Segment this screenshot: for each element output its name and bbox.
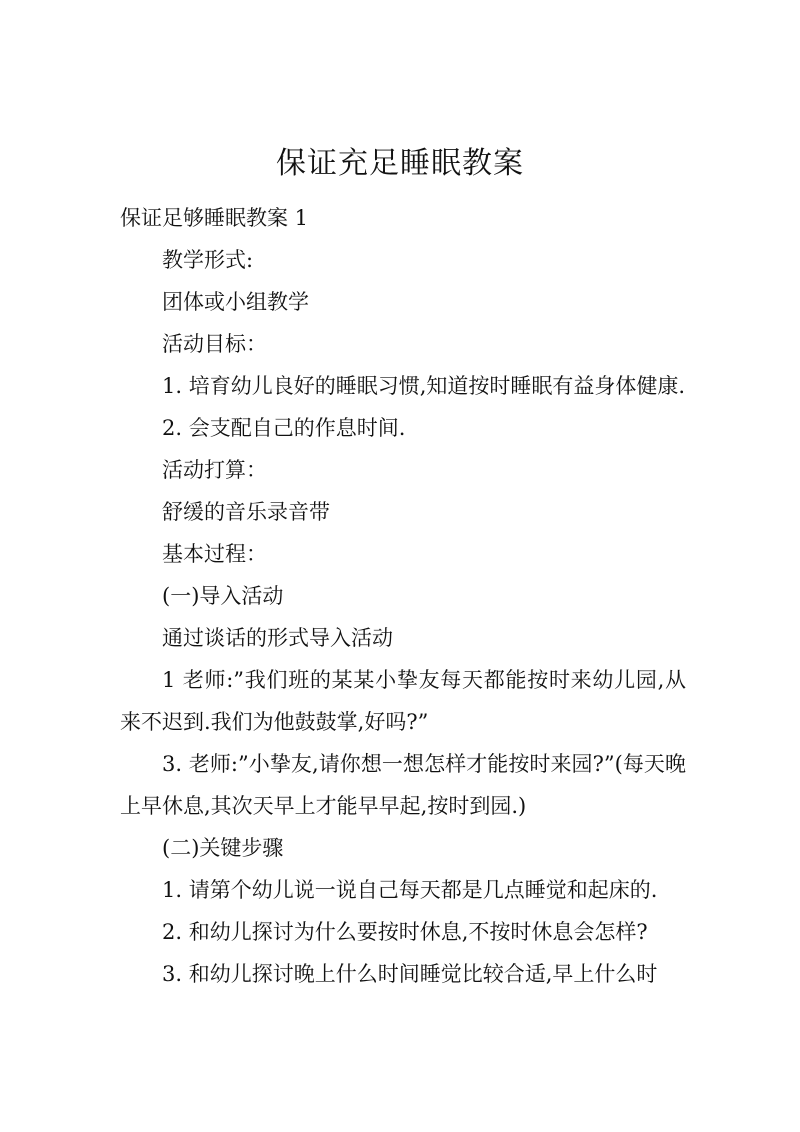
paragraph: 3. 和幼儿探讨晚上什么时间睡觉比较合适,早上什么时 xyxy=(162,962,658,986)
section-heading: 保证足够睡眠教案 1 xyxy=(120,206,309,230)
paragraph: 3. 老师:”小挚友,请你想一想怎样才能按时来园?”(每天晚上早休息,其次天早上才能早早起,按时到园.) xyxy=(120,752,686,818)
paragraph: 1. 请第个幼儿说一说自己每天都是几点睡觉和起床的. xyxy=(162,878,658,902)
paragraph: 活动目标： xyxy=(162,332,267,356)
paragraph: 1 老师:”我们班的某某小挚友每天都能按时来幼儿园,从来不迟到.我们为他鼓鼓掌,好吗?” xyxy=(120,668,686,734)
paragraph: 2. 和幼儿探讨为什么要按时休息,不按时休息会怎样? xyxy=(162,920,648,944)
paragraph: 活动打算： xyxy=(162,458,267,482)
paragraph: 舒缓的音乐录音带 xyxy=(162,500,330,524)
document-body xyxy=(120,197,686,995)
paragraph: 团体或小组教学 xyxy=(162,290,309,314)
paragraph: 基本过程： xyxy=(162,542,267,566)
paragraph: 1. 培育幼儿良好的睡眠习惯,知道按时睡眠有益身体健康. xyxy=(162,374,686,398)
paragraph: 教学形式: xyxy=(162,248,254,272)
paragraph: 通过谈话的形式导入活动 xyxy=(162,626,393,650)
paragraph: (二)关键步骤 xyxy=(162,836,284,860)
paragraph: (一)导入活动 xyxy=(162,584,284,608)
paragraph: 2. 会支配自己的作息时间. xyxy=(162,416,406,440)
document-title: 保证充足睡眠教案 xyxy=(276,146,524,182)
